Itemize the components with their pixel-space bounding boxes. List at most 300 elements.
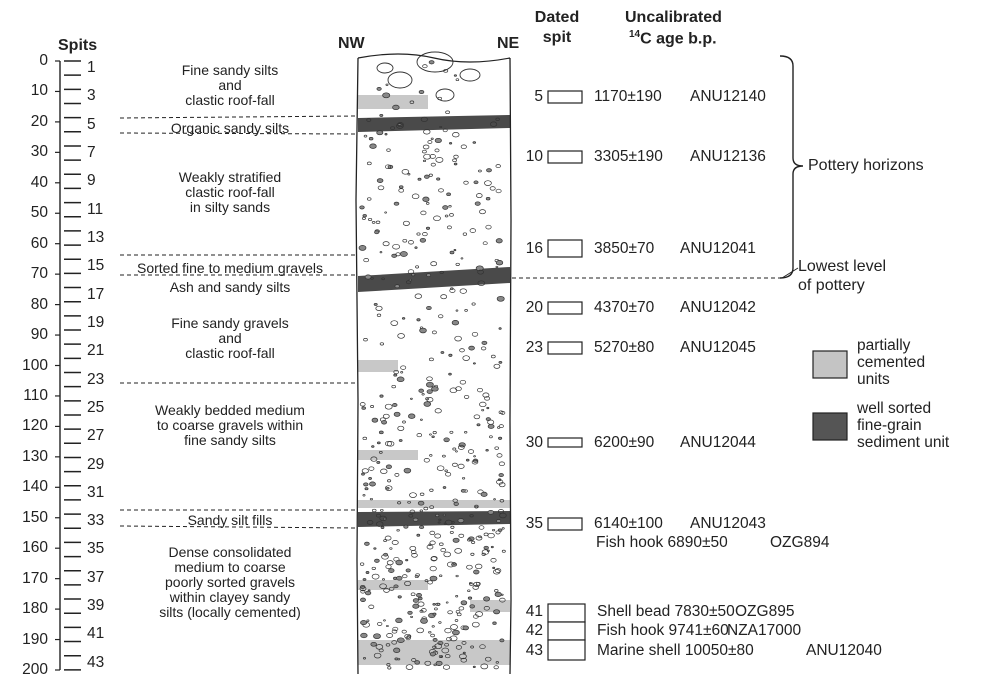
clast (484, 546, 489, 549)
clast (394, 412, 400, 416)
clast (473, 142, 476, 144)
clast (385, 133, 387, 135)
clast (443, 514, 446, 516)
clast (444, 438, 450, 442)
clast (370, 482, 376, 486)
age-subheader-text: C age b.p. (640, 30, 717, 48)
unit-line: clastic roof-fall (185, 184, 275, 200)
clast (450, 251, 454, 254)
legend-line: fine-grain (857, 417, 922, 434)
spit-label: 13 (87, 228, 105, 246)
clast (466, 459, 469, 461)
clast (380, 114, 383, 116)
clast (484, 597, 490, 601)
clast (394, 374, 397, 376)
age-entry: Shell bead 7830±50 (597, 603, 735, 620)
clast (418, 501, 424, 505)
dated-spit-box (548, 91, 582, 103)
dated-spit-box (548, 518, 582, 530)
unit-sorted-gravels (112, 261, 348, 276)
clast (362, 407, 366, 410)
clast (398, 596, 401, 598)
clast (394, 585, 398, 588)
clast (449, 373, 452, 375)
age-entry: Fish hook 9741±60 (597, 622, 729, 639)
clast (370, 144, 377, 149)
layer-boundary (120, 116, 356, 118)
clast (393, 403, 398, 406)
clast (470, 605, 475, 608)
clast (361, 621, 367, 625)
clast (420, 328, 427, 333)
clast (449, 354, 452, 356)
age-subheader (629, 30, 717, 47)
depth-label: 90 (30, 326, 48, 344)
clast (488, 510, 494, 514)
clast (495, 592, 501, 596)
clast (363, 215, 367, 218)
dated-spit-box (548, 302, 582, 314)
clast (437, 178, 440, 180)
clast (369, 137, 373, 140)
clast (415, 247, 417, 249)
unit-dense-consolidated (120, 545, 340, 620)
depth-label: 10 (30, 82, 48, 100)
pottery-horizons-bracket (780, 56, 803, 278)
clast (380, 395, 383, 397)
clast (397, 638, 404, 643)
depth-label: 130 (22, 447, 48, 465)
dated-spit-number: 5 (534, 88, 543, 105)
clast (454, 75, 456, 77)
clast (413, 599, 418, 603)
clast (473, 666, 475, 668)
clast (395, 658, 398, 660)
clast (402, 318, 405, 320)
depth-label: 60 (30, 234, 48, 252)
clast (371, 642, 377, 646)
clast (498, 437, 501, 439)
lab-code: ANU12044 (680, 434, 756, 451)
clast (429, 61, 434, 64)
cemented-patch (358, 360, 398, 372)
dated-spit-box (548, 151, 582, 163)
clast (481, 492, 487, 496)
clast (382, 421, 387, 425)
spit-label: 43 (87, 653, 105, 671)
clast (424, 175, 429, 178)
clast (486, 197, 490, 200)
spit-label: 19 (87, 313, 105, 331)
clast (375, 559, 380, 562)
spit-label: 29 (87, 455, 105, 473)
legend-line: units (857, 371, 890, 388)
clast (389, 569, 395, 573)
clast (461, 601, 467, 605)
clast (452, 320, 459, 325)
clast (379, 431, 383, 434)
clast (463, 626, 469, 630)
unit-fine-sandy-gravels (130, 316, 330, 361)
legend-sorted-text (857, 400, 949, 451)
spit-label: 25 (87, 398, 105, 416)
dated-spit-number: 43 (525, 642, 543, 659)
legend-swatch-sorted (813, 413, 847, 440)
lab-code: ANU12136 (690, 148, 766, 165)
unit-line: Fine sandy silts (181, 62, 279, 78)
clast (384, 553, 388, 556)
age-entry: 5270±80 (594, 339, 655, 356)
lab-code: ANU12040 (806, 642, 882, 659)
unit-fine-sandy-silts (130, 63, 330, 108)
clast (488, 424, 494, 428)
legend-line: cemented (857, 354, 926, 371)
clast (396, 618, 403, 623)
lowest-level-label-1: Lowest level (798, 258, 887, 275)
clast (441, 656, 443, 657)
clast (469, 346, 475, 350)
clast (374, 303, 377, 305)
clast (397, 576, 403, 580)
dated-spit-box (548, 240, 582, 257)
age-entry: 6140±100 (594, 515, 663, 532)
clast (454, 502, 459, 505)
clast (365, 542, 370, 545)
legend-line: partially (857, 337, 911, 354)
depth-label: 180 (22, 600, 48, 618)
clast (399, 186, 403, 189)
clast (441, 352, 444, 354)
age-header: Uncalibrated (625, 9, 722, 26)
unit-line: to coarse gravels within (156, 417, 304, 433)
clast (365, 591, 371, 595)
clast (475, 202, 480, 206)
clast (453, 563, 455, 565)
clast (453, 538, 459, 542)
dated-spit-number: 23 (525, 339, 543, 356)
clast (447, 193, 451, 196)
clast (499, 361, 502, 363)
clast (491, 546, 493, 548)
spit-label: 33 (87, 512, 105, 530)
clast (413, 604, 419, 608)
clast (496, 520, 500, 523)
depth-label: 190 (22, 630, 48, 648)
clast (417, 534, 420, 536)
clast (372, 446, 375, 448)
unit-line: clastic roof-fall (185, 92, 275, 108)
lab-code: ANU12041 (680, 240, 756, 257)
clast (412, 274, 415, 276)
depth-label: 50 (30, 204, 48, 222)
depth-label: 100 (22, 356, 48, 374)
clast (377, 131, 383, 135)
unit-line: medium to coarse (174, 559, 286, 575)
clast (406, 559, 408, 561)
clast (433, 638, 437, 641)
clast (419, 389, 424, 392)
clast (474, 181, 478, 184)
clast (449, 142, 451, 144)
clast (406, 569, 410, 572)
clast (494, 610, 500, 614)
clast (418, 597, 422, 600)
unit-line: fine sandy silts (184, 432, 276, 448)
clast (493, 567, 495, 569)
depth-label: 110 (23, 386, 48, 404)
clast (377, 179, 383, 183)
unit-line: Dense consolidated (168, 544, 292, 560)
clast (436, 661, 442, 665)
clast (381, 526, 384, 528)
clast (487, 169, 492, 172)
spit-label: 31 (87, 483, 105, 501)
spit-label: 11 (87, 200, 104, 218)
clast (416, 593, 421, 597)
clast (372, 418, 378, 422)
lab-code: NZA17000 (727, 622, 802, 639)
clast (443, 487, 446, 489)
clast (361, 633, 368, 638)
clast (397, 377, 404, 382)
clast (377, 461, 380, 463)
unit-line: clastic roof-fall (185, 345, 275, 361)
spit-label: 3 (87, 87, 96, 105)
ne-label: NE (497, 35, 520, 52)
clast (426, 382, 433, 387)
unit-weakly-stratified (130, 170, 330, 215)
depth-label: 20 (30, 112, 48, 130)
unit-line: and (218, 77, 242, 93)
column-left-edge (356, 58, 358, 674)
clast (427, 390, 432, 394)
dated-spit-number: 35 (525, 515, 543, 532)
clast (463, 652, 465, 654)
clast (377, 87, 381, 90)
clast (486, 449, 489, 451)
clast (415, 661, 420, 665)
clast (383, 518, 386, 520)
clast (386, 465, 391, 469)
unit-line: Weakly bedded medium (155, 402, 305, 418)
unit-line: within clayey sandy (169, 589, 291, 605)
clast (395, 285, 400, 288)
dated-spit-number: 41 (525, 603, 543, 620)
clast (436, 514, 439, 516)
depth-label: 80 (30, 295, 48, 313)
clast (430, 576, 437, 581)
clast (424, 402, 431, 407)
clast (468, 597, 472, 599)
unit-ash-sandy-silts (130, 280, 330, 295)
clast (452, 630, 459, 635)
spit-label: 37 (87, 568, 105, 586)
clast (369, 477, 372, 479)
clast (423, 197, 429, 202)
dated-spit-number: 30 (525, 434, 543, 451)
dated-header-2: spit (542, 29, 572, 46)
unit-organic-sandy-silts (130, 121, 330, 136)
clast (421, 618, 428, 623)
column-right-edge (510, 58, 511, 674)
clast (413, 518, 418, 521)
depth-label: 0 (39, 52, 48, 69)
clast (454, 163, 457, 165)
depth-scale (55, 61, 81, 670)
pottery-horizons-label: Pottery horizons (808, 157, 924, 174)
dated-spit-number: 20 (525, 299, 543, 316)
spit-label: 5 (87, 115, 96, 133)
clast (374, 548, 376, 550)
clast (400, 252, 407, 257)
clast (363, 579, 366, 581)
lab-code: OZG894 (770, 534, 830, 551)
spit-label: 23 (87, 370, 105, 388)
clast (433, 613, 436, 615)
clast (362, 473, 365, 475)
spit-label: 27 (87, 427, 105, 445)
clast (404, 468, 411, 473)
clast (393, 105, 400, 110)
lab-code: OZG895 (735, 603, 795, 620)
dated-spit-box (548, 622, 585, 640)
clast (394, 648, 400, 653)
depth-label: 120 (22, 417, 48, 435)
clast (419, 90, 424, 93)
unit-weakly-bedded (120, 403, 340, 448)
spit-label: 35 (87, 540, 105, 558)
lab-code: ANU12042 (680, 299, 756, 316)
spit-label: 7 (87, 144, 96, 162)
clast (360, 598, 365, 602)
clast (404, 525, 408, 528)
clast (427, 306, 432, 309)
clast (377, 442, 380, 444)
clast (443, 206, 448, 210)
age-entry: Marine shell 10050±80 (597, 642, 754, 659)
clast (366, 571, 369, 573)
clast (417, 319, 420, 321)
spit-label: 39 (87, 597, 105, 615)
unit-line: Fine sandy gravels (171, 315, 289, 331)
unit-line: Sorted fine to medium gravels (137, 260, 323, 276)
clast (433, 603, 436, 605)
unit-line: poorly sorted gravels (165, 574, 295, 590)
unit-line: and (218, 330, 242, 346)
clast (496, 260, 503, 265)
clast (432, 436, 435, 438)
legend-swatch-cemented (813, 351, 847, 378)
clast (427, 274, 431, 277)
clast (458, 519, 464, 523)
clast (386, 487, 389, 489)
age-entry: 3305±190 (594, 148, 663, 165)
depth-label: 170 (22, 569, 48, 587)
age-entry: 6200±90 (594, 434, 655, 451)
spit-label: 21 (87, 342, 105, 360)
clast (499, 474, 504, 477)
age-superscript: 14 (629, 29, 641, 40)
unit-line: silts (locally cemented) (159, 604, 301, 620)
legend-line: sediment unit (857, 434, 950, 451)
lowest-level-label-2: of pottery (798, 277, 865, 294)
spits-header: Spits (58, 37, 98, 54)
dated-spit-boxes (548, 91, 585, 660)
clast (408, 414, 415, 419)
spit-label: 1 (87, 59, 96, 77)
dated-header-1: Dated (534, 9, 580, 26)
section-column (356, 52, 511, 674)
clast (383, 93, 390, 98)
clast (364, 483, 369, 486)
spit-label: 17 (87, 285, 105, 303)
lab-code: ANU12140 (690, 88, 766, 105)
clast (461, 489, 465, 492)
depth-label: 140 (22, 478, 48, 496)
age-entry: 4370±70 (594, 299, 655, 316)
lowest-pottery-connector (782, 268, 798, 278)
clast (497, 296, 504, 301)
dated-spit-box (548, 640, 585, 660)
clast (454, 249, 456, 250)
cemented-patch (358, 580, 428, 590)
dated-spit-box (548, 342, 582, 354)
dated-spit-box (548, 604, 585, 622)
age-entry: 3850±70 (594, 240, 655, 257)
clast (482, 341, 487, 344)
clast (360, 206, 365, 209)
depth-label: 150 (22, 508, 48, 526)
age-entry: Fish hook 6890±50 (596, 534, 728, 551)
unit-line: Weakly stratified (178, 169, 282, 185)
dated-spit-number: 16 (525, 240, 543, 257)
clast (500, 639, 504, 642)
unit-line: in silty sands (189, 199, 271, 215)
clast (396, 560, 403, 565)
lab-code: ANU12043 (690, 515, 766, 532)
clast (474, 570, 480, 574)
clast (499, 328, 501, 330)
clast (420, 238, 426, 242)
clast (375, 231, 379, 234)
spit-label: 9 (87, 172, 96, 190)
depth-label: 160 (22, 539, 48, 557)
spit-label: 41 (87, 625, 105, 643)
clast (496, 239, 502, 243)
age-entry: 1170±190 (594, 88, 662, 105)
clast (418, 178, 421, 180)
clast (426, 227, 429, 229)
nw-label: NW (338, 35, 365, 52)
dated-spit-number: 42 (525, 622, 543, 639)
clast (430, 652, 435, 656)
clast (374, 634, 381, 639)
clast (493, 622, 497, 625)
unit-line: Organic sandy silts (170, 120, 290, 136)
clast (473, 363, 475, 364)
unit-sandy-silt-fills (130, 513, 330, 528)
depth-label: 40 (30, 173, 48, 191)
spit-label: 15 (87, 257, 105, 275)
depth-label: 30 (30, 143, 48, 161)
dated-spit-number: 10 (525, 148, 543, 165)
clast (359, 245, 366, 250)
lab-code: ANU12045 (680, 339, 756, 356)
clast (408, 611, 413, 614)
dated-spit-box (548, 438, 582, 447)
depth-label: 70 (30, 265, 48, 283)
legend-cemented-text (857, 337, 925, 388)
